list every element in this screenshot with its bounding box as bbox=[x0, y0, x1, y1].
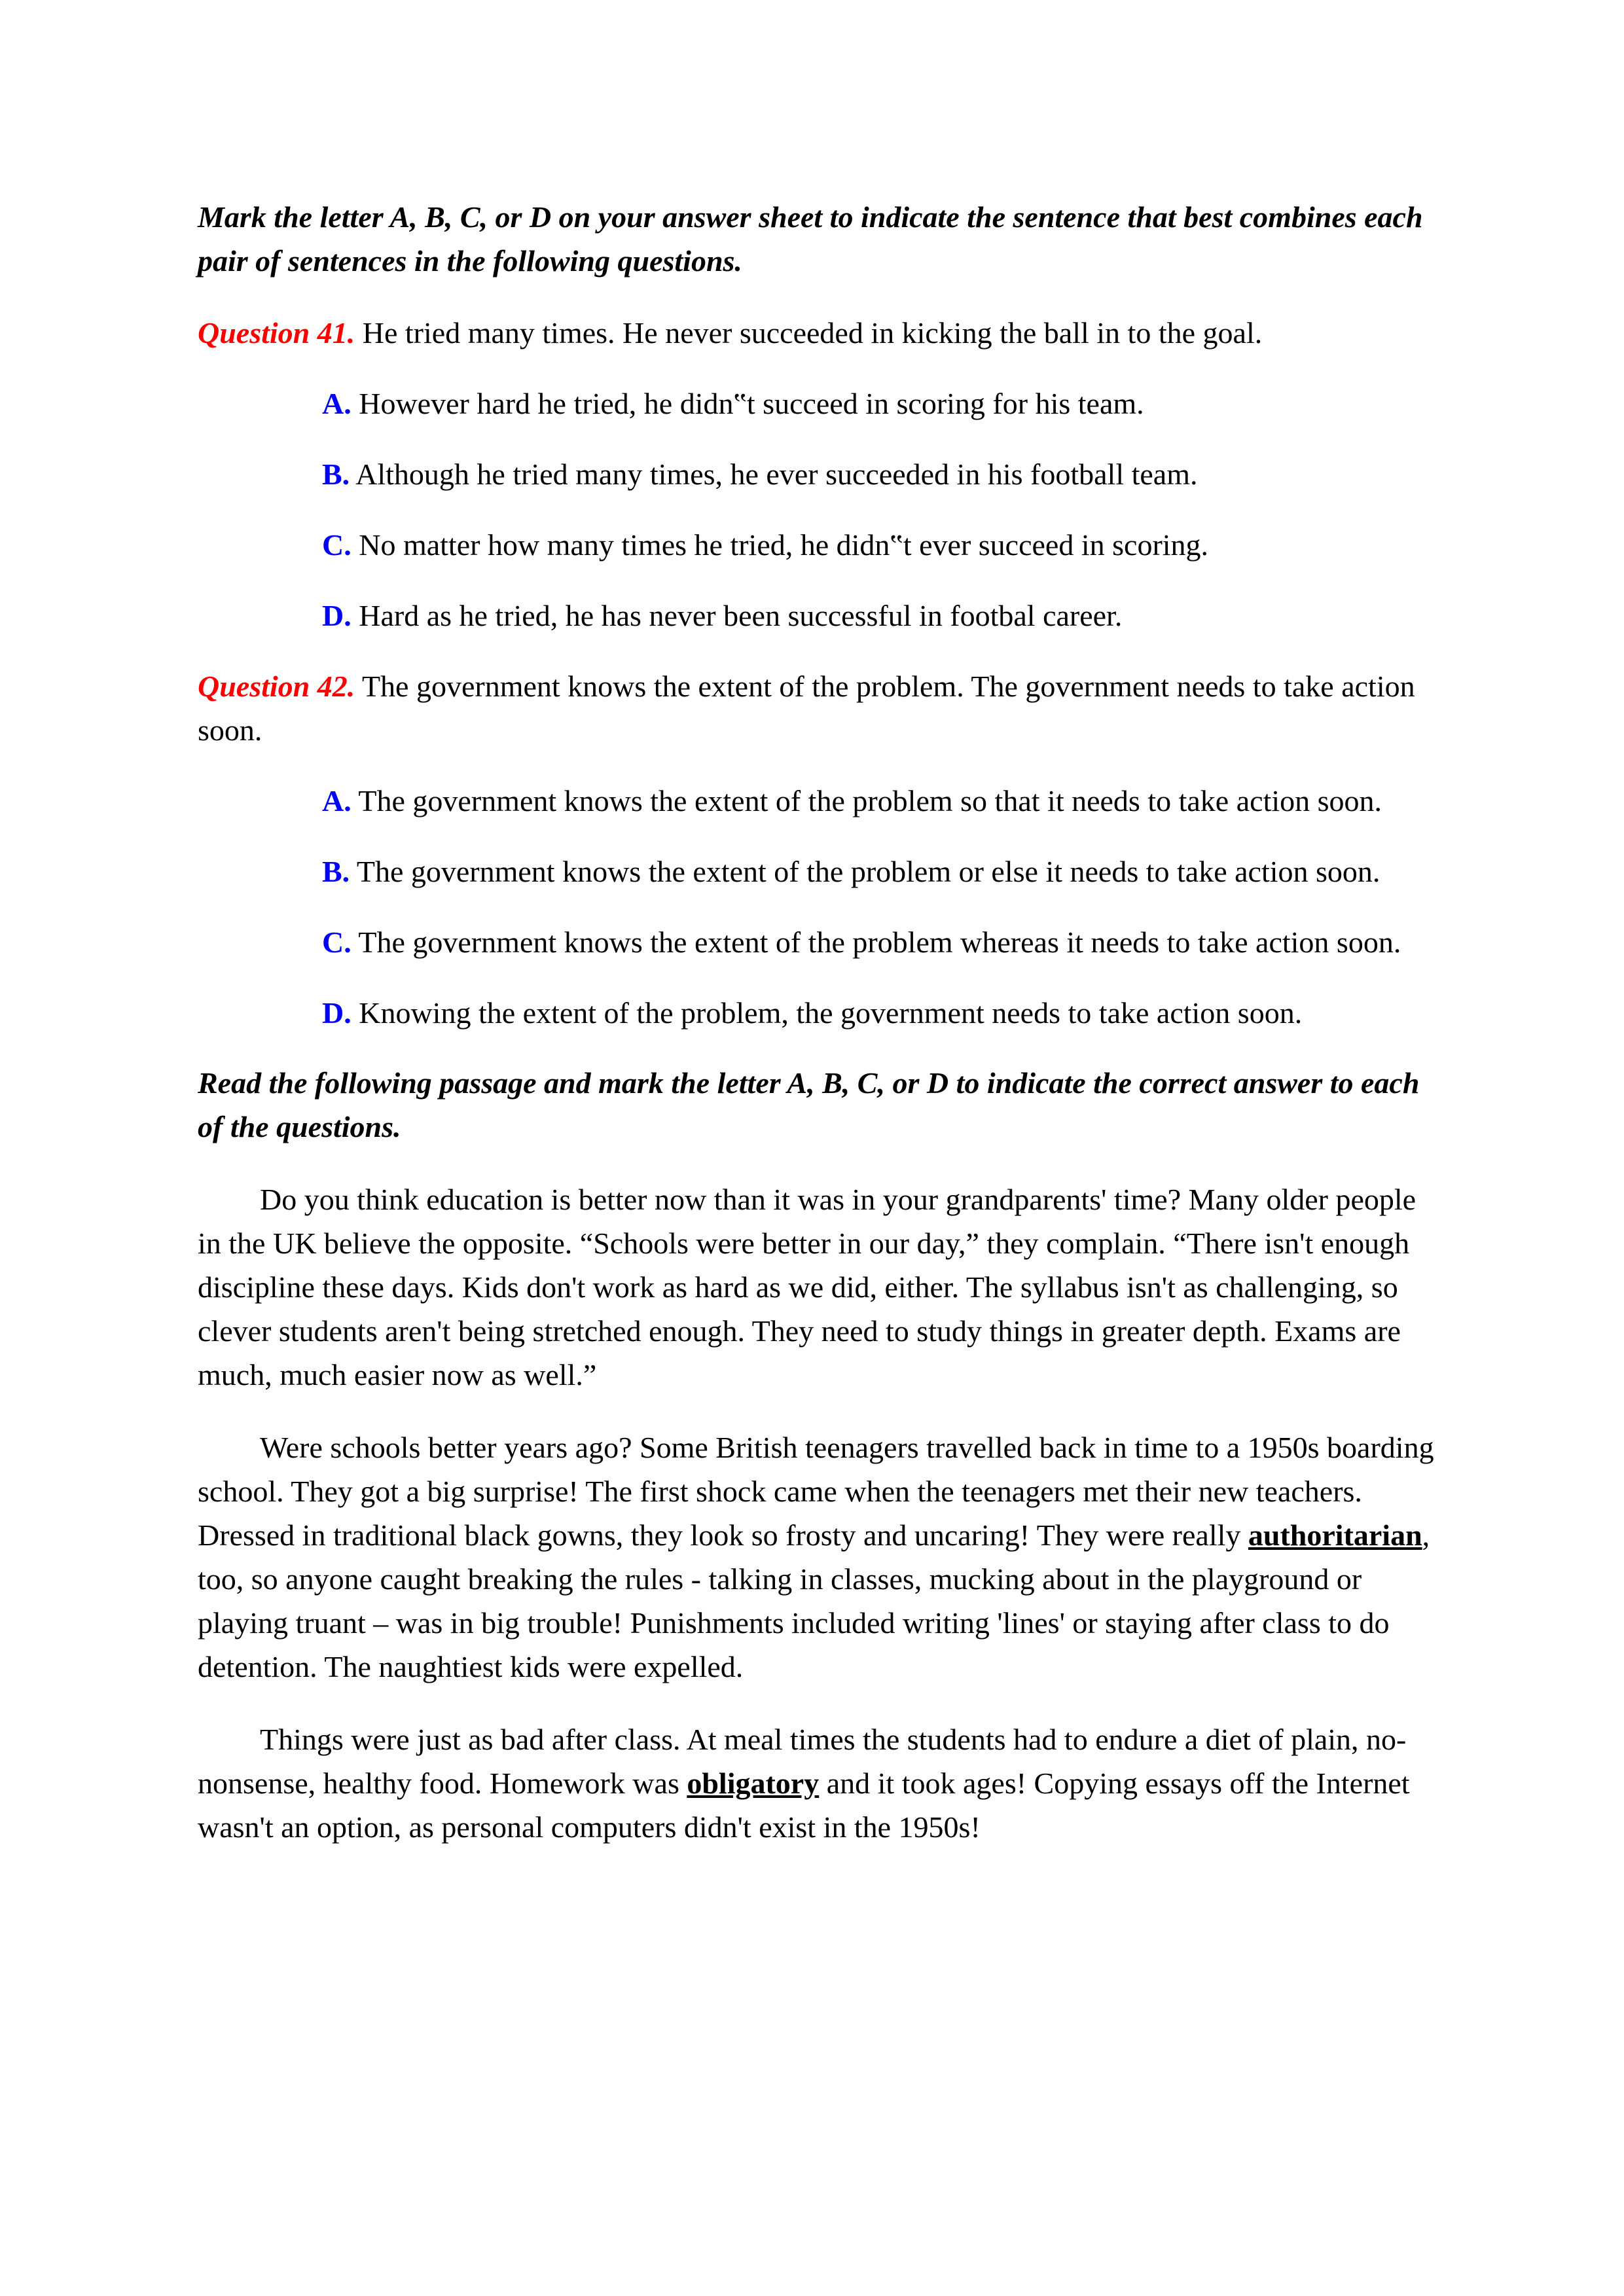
passage-text: Were schools better years ago? Some British teenagers travelled back in time to a 1950s boarding school. They got a big surprise! The first shock came when the teenagers met their new teachers. Dressed in traditional black gowns, they look so frosty and uncaring! They were really bbox=[198, 1431, 1434, 1552]
reading-passage bbox=[198, 1177, 1441, 1849]
option-letter: A. bbox=[322, 387, 352, 420]
option-letter: B. bbox=[322, 457, 350, 491]
option-text: Knowing the extent of the problem, the government needs to take action soon. bbox=[359, 996, 1303, 1030]
passage-text: Things were just as bad after class. At meal times the students had to endure a diet of plain, no-nonsense, healthy food. Homework was bbox=[198, 1723, 1407, 1800]
passage-paragraph-3 bbox=[198, 1717, 1441, 1849]
keyword-authoritarian: authoritarian bbox=[1248, 1518, 1422, 1552]
question-42-stem-line bbox=[198, 664, 1441, 752]
passage-text: , too, so anyone caught breaking the rules - talking in classes, mucking about in the playground or playing truant – was in big trouble! Punishments included writing 'lines' or staying after class to do detention. The naughtiest kids were expelled. bbox=[198, 1518, 1430, 1683]
option-text: Although he tried many times, he ever succeeded in his football team. bbox=[355, 457, 1198, 491]
option-letter: C. bbox=[322, 528, 352, 562]
option-letter: C. bbox=[322, 925, 352, 959]
option-text: The government knows the extent of the problem so that it needs to take action soon. bbox=[358, 784, 1382, 817]
question-41-stem-line bbox=[198, 311, 1441, 355]
option-text: The government knows the extent of the problem whereas it needs to take action soon. bbox=[358, 925, 1401, 959]
option-text: However hard he tried, he didn‟t succeed in scoring for his team. bbox=[359, 387, 1144, 420]
option-text: The government knows the extent of the problem or else it needs to take action soon. bbox=[356, 855, 1380, 888]
question-41-option-b[interactable] bbox=[322, 452, 1441, 496]
question-41-number: Question 41. bbox=[198, 316, 355, 350]
question-41-option-a[interactable] bbox=[322, 382, 1441, 425]
question-42-number: Question 42. bbox=[198, 670, 355, 703]
question-41-stem: He tried many times. He never succeeded in kicking the ball in to the goal. bbox=[362, 316, 1263, 350]
combine-instruction: Mark the letter A, B, C, or D on your answer sheet to indicate the sentence that best combines each pair of sentences in the following questions. bbox=[198, 200, 1423, 278]
keyword-obligatory: obligatory bbox=[687, 1767, 820, 1800]
question-42-option-b[interactable] bbox=[322, 850, 1441, 893]
question-42-option-c[interactable] bbox=[322, 920, 1441, 964]
question-42-stem: The government knows the extent of the problem. The government needs to take action soon. bbox=[198, 670, 1415, 747]
question-41 bbox=[198, 311, 1441, 637]
option-letter: B. bbox=[322, 855, 350, 888]
option-letter: D. bbox=[322, 599, 352, 632]
option-letter: D. bbox=[322, 996, 352, 1030]
passage-paragraph-1: Do you think education is better now than it was in your grandparents' time? Many older people in the UK believe the opposite. “Schools were better in our day,” they complain. “There isn't enough discipline these days. Kids don't work as hard as we did, either. The syllabus isn't as challenging, so clever students aren't being stretched enough. They need to study things in greater depth. Exams are much, much easier now as well.” bbox=[198, 1183, 1416, 1391]
passage-paragraph-2 bbox=[198, 1426, 1441, 1689]
question-42-option-a[interactable] bbox=[322, 779, 1441, 823]
document-page bbox=[198, 195, 1441, 1878]
question-42 bbox=[198, 664, 1441, 1035]
option-letter: A. bbox=[322, 784, 352, 817]
question-41-option-c[interactable] bbox=[322, 523, 1441, 567]
question-42-options bbox=[198, 779, 1441, 1035]
reading-instruction: Read the following passage and mark the letter A, B, C, or D to indicate the correct answer to each of the questions. bbox=[198, 1066, 1420, 1143]
question-41-option-d[interactable] bbox=[322, 594, 1441, 637]
question-42-option-d[interactable] bbox=[322, 991, 1441, 1035]
passage-text: and it took ages! Copying essays off the Internet wasn't an option, as personal computers didn't exist in the 1950s! bbox=[198, 1767, 1410, 1844]
option-text: Hard as he tried, he has never been successful in footbal career. bbox=[359, 599, 1123, 632]
option-text: No matter how many times he tried, he didn‟t ever succeed in scoring. bbox=[359, 528, 1209, 562]
question-41-options bbox=[198, 382, 1441, 637]
